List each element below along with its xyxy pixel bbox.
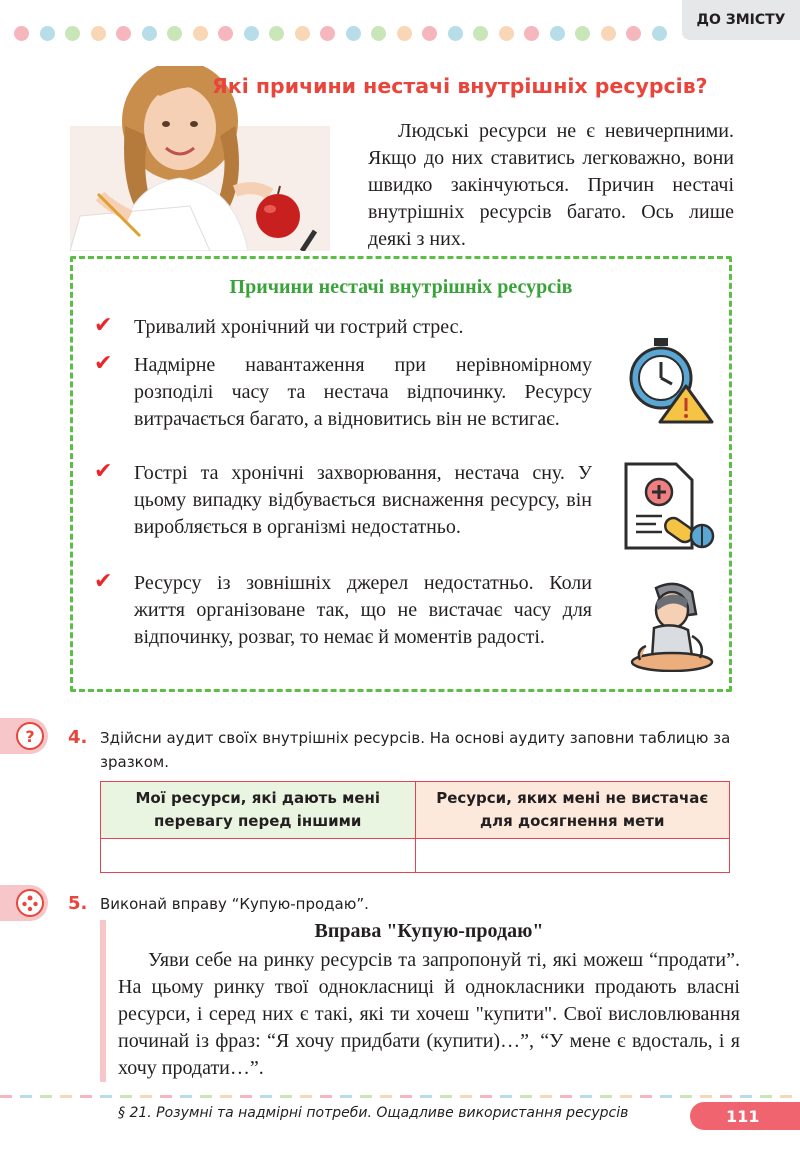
footer-dash-segment [0,1095,12,1098]
check-mark-icon: ✔ [94,313,113,338]
footer-dash-segment [140,1095,152,1098]
decorative-dot [652,26,667,41]
footer-dash-segment [300,1095,312,1098]
check-mark-icon: ✔ [94,459,113,484]
footer-dash-segment [400,1095,412,1098]
footer-dash-segment [120,1095,132,1098]
footer-dash-segment [420,1095,432,1098]
decorative-dot [473,26,488,41]
footer-dash-segment [500,1095,512,1098]
exercise-text: Уяви себе на ринку ресурсів та запропонуй ті, які можеш “продати”. На цьому ринку твої однокласниці й однокласники продають власні ресурси, і серед них є такі, які ти хочеш "купити". Свої висловлювання починай із фраз: “Я хочу придбати (купити)…”, “У мене є вдосталь, і я хочу продати…”. [118,949,740,1079]
decorative-dot [550,26,565,41]
decorative-dot [91,26,106,41]
footer-dash-segment [660,1095,672,1098]
footer-dash-segment [460,1095,472,1098]
intro-paragraph: Людські ресурси не є невичерпними. Якщо до них ставитись легковажно, вони швидко закінчуються. Причин нестачі внутрішніх ресурсів багато. Ось лише деякі з них. [368,120,734,250]
decorative-dot [499,26,514,41]
footer-dash-segment [780,1095,792,1098]
footer-dash-segment [720,1095,732,1098]
footer-dash-segment [580,1095,592,1098]
footer-dash-segment [160,1095,172,1098]
section-title: Які причини нестачі внутрішніх ресурсів? [212,74,708,98]
decorative-dot [524,26,539,41]
footer-dash-segment [340,1095,352,1098]
reason-item: ✔ Ресурсу із зовнішніх джерел недостатньо. Коли життя організоване так, що не вистачає часу для відпочинку, розваг, то немає й моментів радості. [94,570,594,651]
footer-dash-segment [760,1095,772,1098]
task-5-number: 5. [68,893,88,914]
page-number: 111 [690,1102,800,1130]
decorative-dot [346,26,361,41]
decorative-dot [116,26,131,41]
resources-table [100,781,730,873]
toc-link[interactable]: ДО ЗМІСТУ [682,0,800,40]
reason-item: ✔ Надмірне навантаження при нерівномірному розподілі часу та нестача відпочинку. Ресурсу витрачається багато, а відновитись він не встигає. [94,352,594,433]
decorative-dot [244,26,259,41]
footer-dash-segment [240,1095,252,1098]
decorative-dot [320,26,335,41]
footer-dash-segment [100,1095,112,1098]
footer-dash-segment [480,1095,492,1098]
footer-dash-segment [440,1095,452,1098]
decorative-dot [626,26,641,41]
table-cell[interactable] [415,839,730,873]
decorative-dot [65,26,80,41]
decorative-dot [167,26,182,41]
footer-dash-segment [600,1095,612,1098]
table-cell[interactable] [101,839,416,873]
decorative-dot [40,26,55,41]
medical-report-icon [622,460,718,557]
footer-dash-segment [560,1095,572,1098]
decorative-dot [193,26,208,41]
decorative-dot [397,26,412,41]
decorative-dot [371,26,386,41]
footer-dash-segment [620,1095,632,1098]
sad-person-icon [626,578,716,677]
check-mark-icon: ✔ [94,351,113,376]
footer-dash-segment [20,1095,32,1098]
footer-dash-segment [260,1095,272,1098]
clock-warning-icon [628,336,718,431]
question-icon: ? [0,718,48,754]
table-header: Ресурси, яких мені не вистачає для досягнення мети [415,782,730,839]
footer-dash-segment [380,1095,392,1098]
footer-dash-segment [320,1095,332,1098]
table-row [101,839,730,873]
footer-dash-segment [360,1095,372,1098]
exercise-title: Вправа "Купую-продаю" [314,920,544,942]
footer-dash-segment [200,1095,212,1098]
footer-dash-segment [180,1095,192,1098]
group-icon [0,885,48,921]
decorative-dot [269,26,284,41]
footer-divider [0,1095,800,1099]
decorative-dot [601,26,616,41]
footer-dash-segment [520,1095,532,1098]
footer-dash-segment [700,1095,712,1098]
decorative-dot [218,26,233,41]
decorative-dots [14,26,674,44]
footer-dash-segment [640,1095,652,1098]
footer-dash-segment [280,1095,292,1098]
footer-dash-segment [680,1095,692,1098]
decorative-dot [575,26,590,41]
decorative-dot [142,26,157,41]
exercise-block [100,920,740,1082]
chapter-title: § 21. Розумні та надмірні потреби. Ощадливе використання ресурсів [118,1105,629,1121]
decorative-dot [422,26,437,41]
reason-item: ✔ Тривалий хронічний чи гострий стрес. [94,314,594,341]
task-4-number: 4. [68,727,88,748]
table-header: Мої ресурси, які дають мені перевагу перед іншими [101,782,416,839]
decorative-dot [14,26,29,41]
decorative-dot [295,26,310,41]
decorative-dot [448,26,463,41]
footer-dash-segment [220,1095,232,1098]
task-4-text: Здійсни аудит своїх внутрішніх ресурсів. На основі аудиту заповни таблицю за зразком. [100,729,731,771]
footer-dash-segment [60,1095,72,1098]
footer-dash-segment [740,1095,752,1098]
reasons-box-title: Причини нестачі внутрішніх ресурсів [229,276,573,298]
check-mark-icon: ✔ [94,569,113,594]
footer-dash-segment [40,1095,52,1098]
footer-dash-segment [540,1095,552,1098]
task-5-text: Виконай вправу “Купую-продаю”. [100,895,369,913]
footer-dash-segment [80,1095,92,1098]
reason-item: ✔ Гострі та хронічні захворювання, нестача сну. У цьому випадку відбувається виснаження ресурсу, він виробляється в організмі недостатньо. [94,460,594,541]
